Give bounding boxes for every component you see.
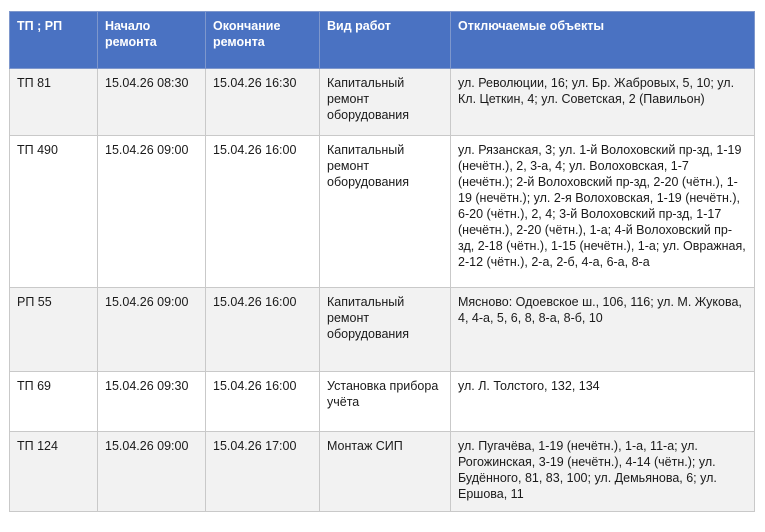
cell-start: 15.04.26 09:00: [98, 136, 206, 288]
cell-end: 15.04.26 16:00: [206, 288, 320, 372]
cell-work-type: Монтаж СИП: [320, 432, 451, 512]
cell-station: ТП 69: [10, 372, 98, 432]
cell-work-type: Капитальный ремонт оборудования: [320, 136, 451, 288]
cell-start: 15.04.26 08:30: [98, 69, 206, 136]
cell-station: РП 55: [10, 288, 98, 372]
table-row: [10, 288, 755, 372]
cell-objects: ул. Рязанская, 3; ул. 1-й Волоховский пр-зд, 1-19 (нечётн.), 2, 3-а, 4; ул. Волоховская, 1-7 (нечётн.); 2-й Волоховский пр-зд, 2-20 (чётн.), 1-19 (нечётн.); ул. 2-я Волоховская, 1-19 (нечётн.), 6-20 (чётн.), 2, 4; 3-й Волоховский пр-зд, 1-17 (нечётн.), 2-20 (чётн.), 1-а; 4-й Волоховский пр-зд, 2-18 (чётн.), 1-15 (нечётн.), 1-а; ул. Овражная, 2-12 (чётн.), 2-а, 2-б, 4-а, 6-а, 8-а: [451, 136, 755, 288]
table-row: [10, 69, 755, 136]
header-objects: Отключаемые объекты: [451, 12, 755, 69]
table-header-row: [10, 12, 755, 69]
cell-end: 15.04.26 16:00: [206, 372, 320, 432]
header-end: Окончание ремонта: [206, 12, 320, 69]
cell-work-type: Капитальный ремонт оборудования: [320, 69, 451, 136]
table-row: [10, 432, 755, 512]
table-row: [10, 372, 755, 432]
cell-station: ТП 81: [10, 69, 98, 136]
cell-objects: ул. Л. Толстого, 132, 134: [451, 372, 755, 432]
cell-end: 15.04.26 17:00: [206, 432, 320, 512]
cell-station: ТП 490: [10, 136, 98, 288]
header-station: ТП ; РП: [10, 12, 98, 69]
cell-start: 15.04.26 09:00: [98, 288, 206, 372]
cell-objects: Мясново: Одоевское ш., 106, 116; ул. М. Жукова, 4, 4-а, 5, 6, 8, 8-а, 8-б, 10: [451, 288, 755, 372]
cell-objects: ул. Революции, 16; ул. Бр. Жабровых, 5, 10; ул. Кл. Цеткин, 4; ул. Советская, 2 (Павильон): [451, 69, 755, 136]
cell-end: 15.04.26 16:00: [206, 136, 320, 288]
cell-objects: ул. Пугачёва, 1-19 (нечётн.), 1-а, 11-а; ул. Рогожинская, 3-19 (нечётн.), 4-14 (чётн.); ул. Будённого, 81, 83, 100; ул. Демьянова, 6; ул. Ершова, 11: [451, 432, 755, 512]
cell-start: 15.04.26 09:00: [98, 432, 206, 512]
cell-work-type: Капитальный ремонт оборудования: [320, 288, 451, 372]
cell-work-type: Установка прибора учёта: [320, 372, 451, 432]
outage-schedule-table: [9, 11, 755, 512]
cell-start: 15.04.26 09:30: [98, 372, 206, 432]
cell-station: ТП 124: [10, 432, 98, 512]
table-row: [10, 136, 755, 288]
header-start: Начало ремонта: [98, 12, 206, 69]
header-work-type: Вид работ: [320, 12, 451, 69]
cell-end: 15.04.26 16:30: [206, 69, 320, 136]
